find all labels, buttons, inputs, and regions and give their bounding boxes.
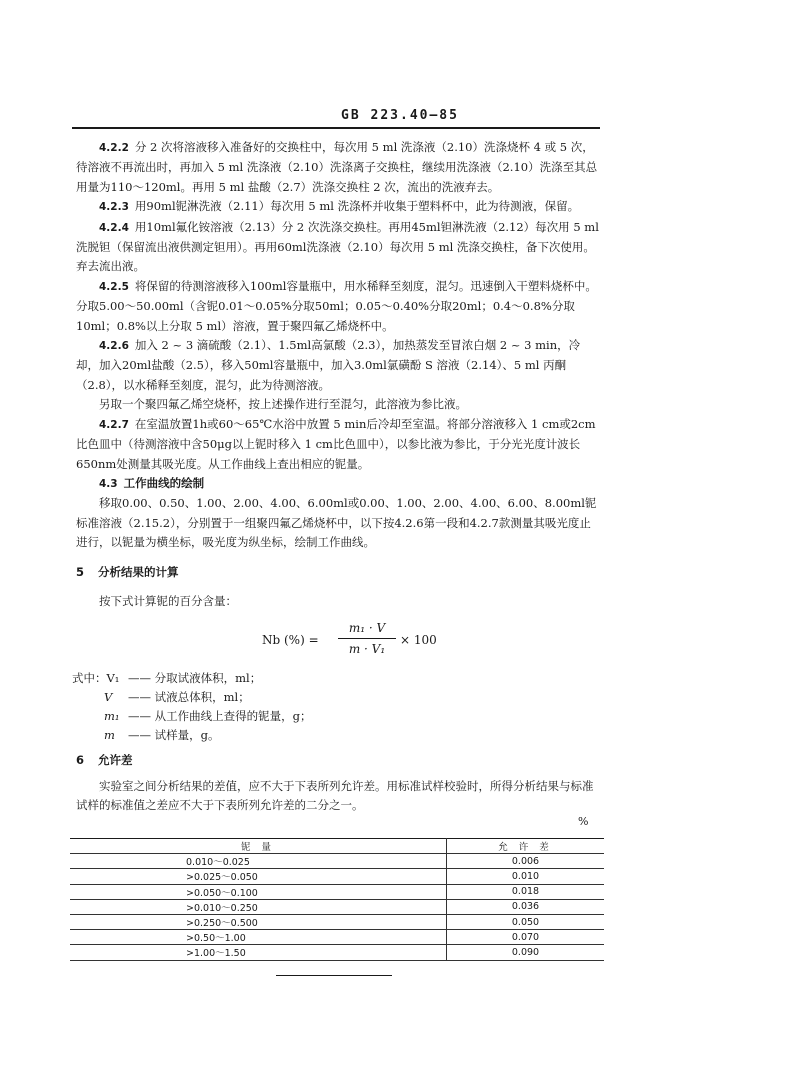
definition-symbol: V [104, 690, 113, 705]
cell-range: 0.010～0.025 [70, 854, 447, 869]
definition-symbol: m₁ [104, 709, 120, 724]
cell-tolerance: 0.010 [447, 869, 605, 884]
clause-4-2-4 [76, 218, 600, 277]
formula-numerator: m₁ · V [348, 621, 386, 636]
clause-number: 4.2.4 [99, 221, 129, 234]
section-6-text: 实验室之间分析结果的差值，应不大于下表所列允许差。用标准试样校验时，所得分析结果与标准试样的标准值之差应不大于下表所列允许差的二分之一。 [76, 778, 594, 813]
clause-4-2-7 [76, 415, 600, 474]
table-row [70, 854, 604, 869]
clause-text: 分 2 次将溶液移入准备好的交换柱中，每次用 5 ml 洗涤液（2.10）洗涤烧杯 4 或 5 次，待溶液不再流出时，再加入 5 ml 洗涤液（2.10）洗涤离子交换柱，继续用洗涤液（2.10）洗涤至其总用量为110～120ml。再用 5 ml 盐酸（2.7）洗涤交换柱 2 次，流出的洗液弃去。 [76, 140, 598, 194]
column-header-niobium: 铌 量 [70, 839, 447, 854]
table-row [70, 884, 604, 899]
clause-number: 4.2.6 [99, 340, 129, 353]
definition-row [76, 726, 600, 745]
clause-number: 4.2.7 [99, 418, 129, 431]
formula-rhs: × 100 [400, 633, 437, 648]
tolerance-table [70, 838, 604, 961]
cell-tolerance: 0.070 [447, 930, 605, 945]
table-row [70, 914, 604, 929]
section-title: 分析结果的计算 [98, 564, 179, 579]
clause-number: 4.2.2 [99, 142, 129, 154]
section-5-heading [76, 563, 600, 582]
cell-range: >0.250～0.500 [70, 914, 447, 929]
clause-4-2-5 [76, 277, 600, 336]
definition-symbol: 式中：V₁ [72, 671, 120, 686]
section-4-3-text: 移取0.00、0.50、1.00、2.00、4.00、6.00ml或0.00、1.00、2.00、4.00、6.00、8.00ml铌标准溶液（2.15.2），分别置于一组聚四氟乙烯烧杯中，以下按4.2.6第一段和4.2.7款测量其吸光度止进行，以铌量为横坐标，吸光度为纵坐标，绘制工作曲线。 [76, 496, 597, 550]
definition-text: —— 试液总体积，ml； [128, 690, 250, 705]
formula-fraction [338, 619, 396, 658]
column-header-tolerance: 允 许 差 [447, 839, 605, 854]
definition-row [76, 707, 600, 726]
table-unit: % [578, 815, 589, 828]
fraction-bar [338, 638, 396, 639]
clause-text: 用90ml铌淋洗液（2.11）每次用 5 ml 洗涤杯并收集于塑料杯中，此为待测液，保留。 [134, 199, 580, 214]
cell-tolerance: 0.090 [447, 945, 605, 960]
clause-number: 4.2.5 [99, 280, 129, 293]
definition-text: —— 试样量，g。 [128, 728, 220, 743]
definition-text: —— 从工作曲线上查得的铌量，g； [128, 709, 312, 724]
clause-text: 将保留的待测溶液移入100ml容量瓶中，用水稀释至刻度，混匀。迅速倒入干塑料烧杯中。分取5.00～50.00ml（含铌0.01～0.05%分取50ml；0.05～0.40%分取20ml；0.4～0.8%分取10ml；0.8%以上分取 5 ml）溶液，置于聚四氟乙烯烧杯中。 [76, 278, 597, 333]
table-row [70, 930, 604, 945]
standard-number: GB 223.40—85 [341, 108, 459, 123]
clause-4-2-3 [76, 197, 600, 217]
section-6-heading [76, 751, 600, 770]
cell-range: >0.010～0.250 [70, 899, 447, 914]
clause-4-2-6 [76, 336, 600, 395]
clause-text: 在室温放置1h或60～65℃水浴中放置 5 min后冷却至室温。将部分溶液移入 1 cm或2cm比色皿中（待测溶液中含50μg以上铌时移入 1 cm比色皿中），以参比液为参比，于分光光度计波长650nm处测量其吸光度。从工作曲线上查出相应的铌量。 [76, 416, 596, 471]
header-rule [72, 127, 600, 129]
cell-range: >0.050～0.100 [70, 884, 447, 899]
cell-tolerance: 0.018 [447, 884, 605, 899]
cell-range: >1.00～1.50 [70, 945, 447, 960]
symbol-definitions [72, 669, 600, 745]
formula-denominator: m · V₁ [348, 642, 386, 657]
clause-4-2-2 [76, 138, 600, 197]
section-5-intro: 按下式计算铌的百分含量： [99, 593, 237, 608]
table-row [70, 945, 604, 960]
table-row [70, 869, 604, 884]
end-rule [276, 975, 392, 976]
section-number: 5 [76, 564, 85, 579]
blank-note: 另取一个聚四氟乙烯空烧杯，按上述操作进行至混匀，此溶液为参比液。 [99, 397, 467, 412]
section-title: 工作曲线的绘制 [123, 475, 205, 490]
clause-text: 用10ml氟化铵溶液（2.13）分 2 次洗涤交换柱。再用45ml钽淋洗液（2.12）每次用 5 ml 洗脱钽（保留流出液供测定钽用）。再用60ml洗涤液（2.10）每次用 5 ml 洗涤交换柱，备下次使用。弃去流出液。 [76, 219, 599, 274]
section-number: 6 [76, 753, 85, 768]
formula [76, 619, 600, 663]
table-header-row [70, 839, 604, 854]
clause-number: 4.2.3 [99, 201, 129, 214]
definition-symbol: m [104, 728, 115, 743]
cell-range: >0.50～1.00 [70, 930, 447, 945]
cell-tolerance: 0.006 [447, 854, 605, 869]
section-number: 4.3 [99, 477, 118, 490]
cell-tolerance: 0.036 [447, 899, 605, 914]
formula-lhs: Nb (%) = [262, 633, 319, 648]
definition-row [76, 688, 600, 707]
table-row [70, 899, 604, 914]
cell-range: >0.025～0.050 [70, 869, 447, 884]
clause-text: 加入 2 ~ 3 滴硫酸（2.1）、1.5ml高氯酸（2.3），加热蒸发至冒浓白烟 2 ~ 3 min，冷却，加入20ml盐酸（2.5），移入50ml容量瓶中，加入3.0ml氯磺酚 S 溶液（2.14）、5 ml 丙酮（2.8），以水稀释至刻度，混匀，此为待测溶液。 [76, 338, 581, 392]
document-body [72, 138, 600, 816]
section-4-3-heading [76, 474, 600, 494]
definition-text: —— 分取试液体积，ml； [128, 671, 262, 686]
definition-row [72, 669, 600, 688]
section-title: 允许差 [98, 753, 133, 768]
cell-tolerance: 0.050 [447, 914, 605, 929]
